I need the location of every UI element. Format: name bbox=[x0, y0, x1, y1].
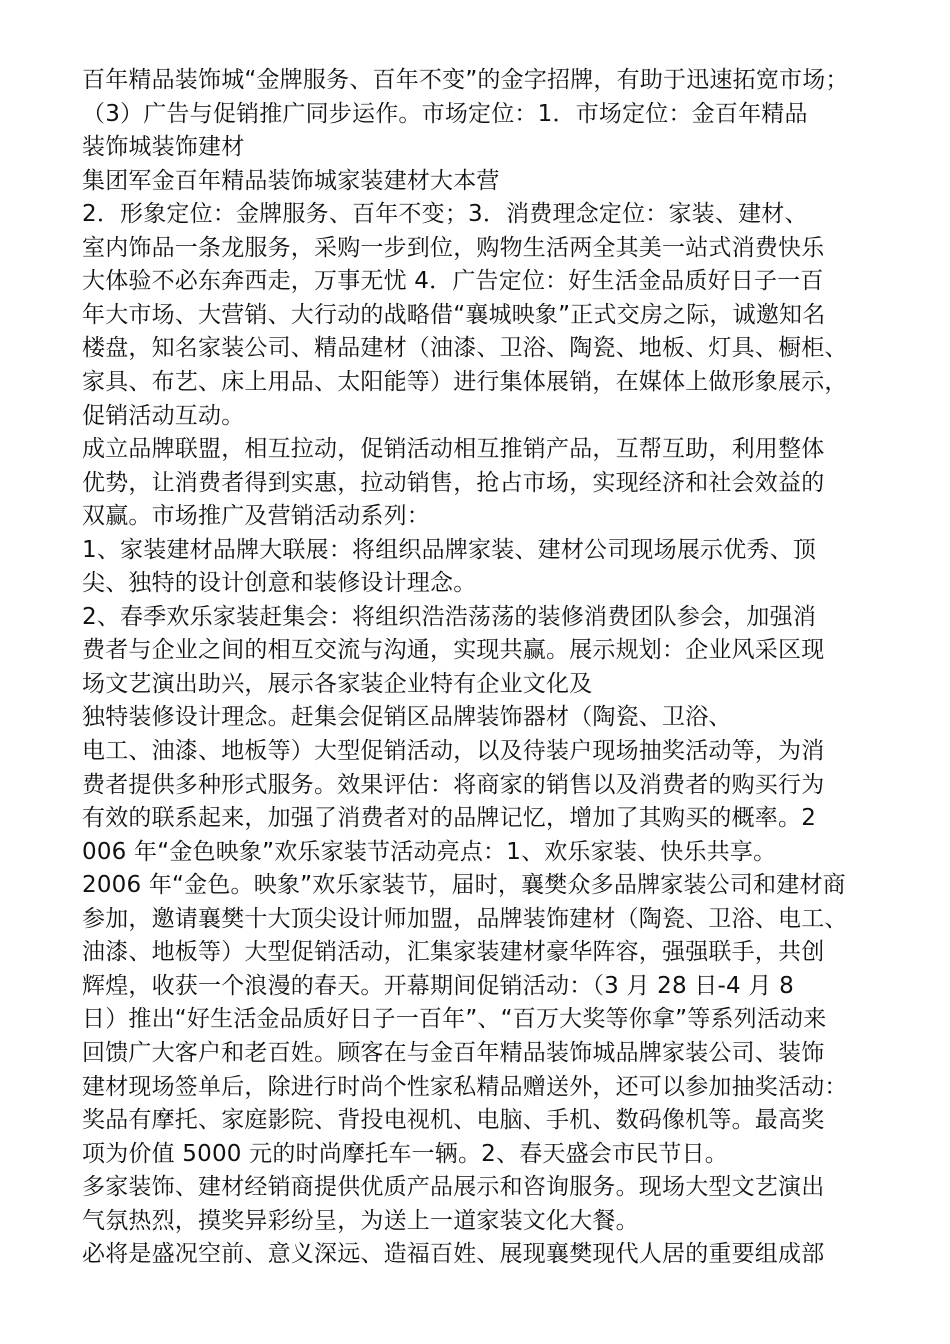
text-line: 2．形象定位：金牌服务、百年不变；3．消费理念定位：家装、建材、 bbox=[82, 201, 808, 228]
text-line: 必将是盛况空前、意义深远、造福百姓、展现襄樊现代人居的重要组成部 bbox=[82, 1241, 825, 1268]
text-line: 楼盘，知名家装公司、精品建材（油漆、卫浴、陶瓷、地板、灯具、橱柜、 bbox=[82, 335, 848, 362]
text-line: 回馈广大客户和老百姓。顾客在与金百年精品装饰城品牌家装公司、装饰 bbox=[82, 1039, 825, 1066]
text-line: 电工、油漆、地板等）大型促销活动，以及待装户现场抽奖活动等，为消 bbox=[82, 738, 825, 764]
text-line: 优势，让消费者得到实惠，拉动销售，抢占市场，实现经济和社会效益的 bbox=[82, 469, 825, 496]
text-line: 成立品牌联盟，相互拉动，促销活动相互推销产品，互帮互助，利用整体 bbox=[82, 436, 825, 462]
text-line: 建材现场签单后，除进行时尚个性家私精品赠送外，还可以参加抽奖活动： bbox=[82, 1073, 848, 1100]
text-line: 1、家装建材品牌大联展：将组织品牌家装、建材公司现场展示优秀、顶 bbox=[82, 536, 817, 563]
text-line: 奖品有摩托、家庭影院、背投电视机、电脑、手机、数码像机等。最高奖 bbox=[82, 1107, 825, 1133]
text-line: 2、春季欢乐家装赶集会：将组织浩浩荡荡的装修消费团队参会，加强消 bbox=[82, 603, 817, 630]
text-line: 家具、布艺、床上用品、太阳能等）进行集体展销，在媒体上做形象展示， bbox=[82, 368, 848, 395]
text-line: 费者与企业之间的相互交流与沟通，实现共赢。展示规划：企业风采区现 bbox=[82, 637, 825, 664]
text-line: 油漆、地板等）大型促销活动，汇集家装建材豪华阵容，强强联手，共创 bbox=[82, 939, 825, 966]
text-line: 双赢。市场推广及营销活动系列： bbox=[82, 503, 430, 530]
text-line: 项为价值 5000 元的时尚摩托车一辆。2、春天盛会市民节日。 bbox=[82, 1140, 728, 1167]
text-line: 集团军金百年精品装饰城家装建材大本营 bbox=[82, 167, 500, 194]
text-line: 气氛热烈，摸奖异彩纷呈，为送上一道家装文化大餐。 bbox=[82, 1207, 639, 1234]
text-line: 006 年“金色映象”欢乐家装节活动亮点：1、欢乐家装、快乐共享。 bbox=[82, 838, 777, 865]
text-line: 多家装饰、建材经销商提供优质产品展示和咨询服务。现场大型文艺演出 bbox=[82, 1174, 825, 1201]
text-line: 促销活动互动。 bbox=[82, 402, 245, 429]
text-line: （3）广告与促销推广同步运作。市场定位：1．市场定位：金百年精品 bbox=[82, 100, 808, 127]
text-line: 室内饰品一条龙服务，采购一步到位，购物生活两全其美一站式消费快乐 bbox=[82, 234, 825, 261]
text-line: 装饰城装饰建材 bbox=[82, 134, 245, 161]
text-line: 场文艺演出助兴，展示各家装企业特有企业文化及 bbox=[82, 670, 593, 697]
text-line: 2006 年“金色。映象”欢乐家装节，届时，襄樊众多品牌家装公司和建材商 bbox=[82, 872, 846, 899]
text-line: 独特装修设计理念。赶集会促销区品牌装饰器材（陶瓷、卫浴、 bbox=[82, 704, 732, 731]
text-line: 参加，邀请襄樊十大顶尖设计师加盟，品牌装饰建材（陶瓷、卫浴、电工、 bbox=[82, 905, 848, 932]
text-line: 有效的联系起来，加强了消费者对的品牌记忆，增加了其购买的概率。2 bbox=[82, 805, 817, 832]
text-line: 辉煌，收获一个浪漫的春天。开幕期间促销活动：（3 月 28 日-4 月 8 bbox=[82, 972, 794, 999]
text-line: 大体验不必东奔西走，万事无忧 4．广告定位：好生活金品质好日子一百 bbox=[82, 268, 824, 295]
text-line: 百年精品装饰城“金牌服务、百年不变”的金字招牌，有助于迅速拓宽市场； bbox=[82, 67, 849, 93]
text-line: 日）推出“好生活金品质好日子一百年”、“百万大奖等你拿”等系列活动来 bbox=[82, 1006, 827, 1033]
text-line: 年大市场、大营销、大行动的战略借“襄城映象”正式交房之际，诚邀知名 bbox=[82, 301, 826, 328]
text-line: 尖、独特的设计创意和装修设计理念。 bbox=[82, 570, 477, 597]
text-line: 费者提供多种形式服务。效果评估：将商家的销售以及消费者的购买行为 bbox=[82, 771, 825, 798]
